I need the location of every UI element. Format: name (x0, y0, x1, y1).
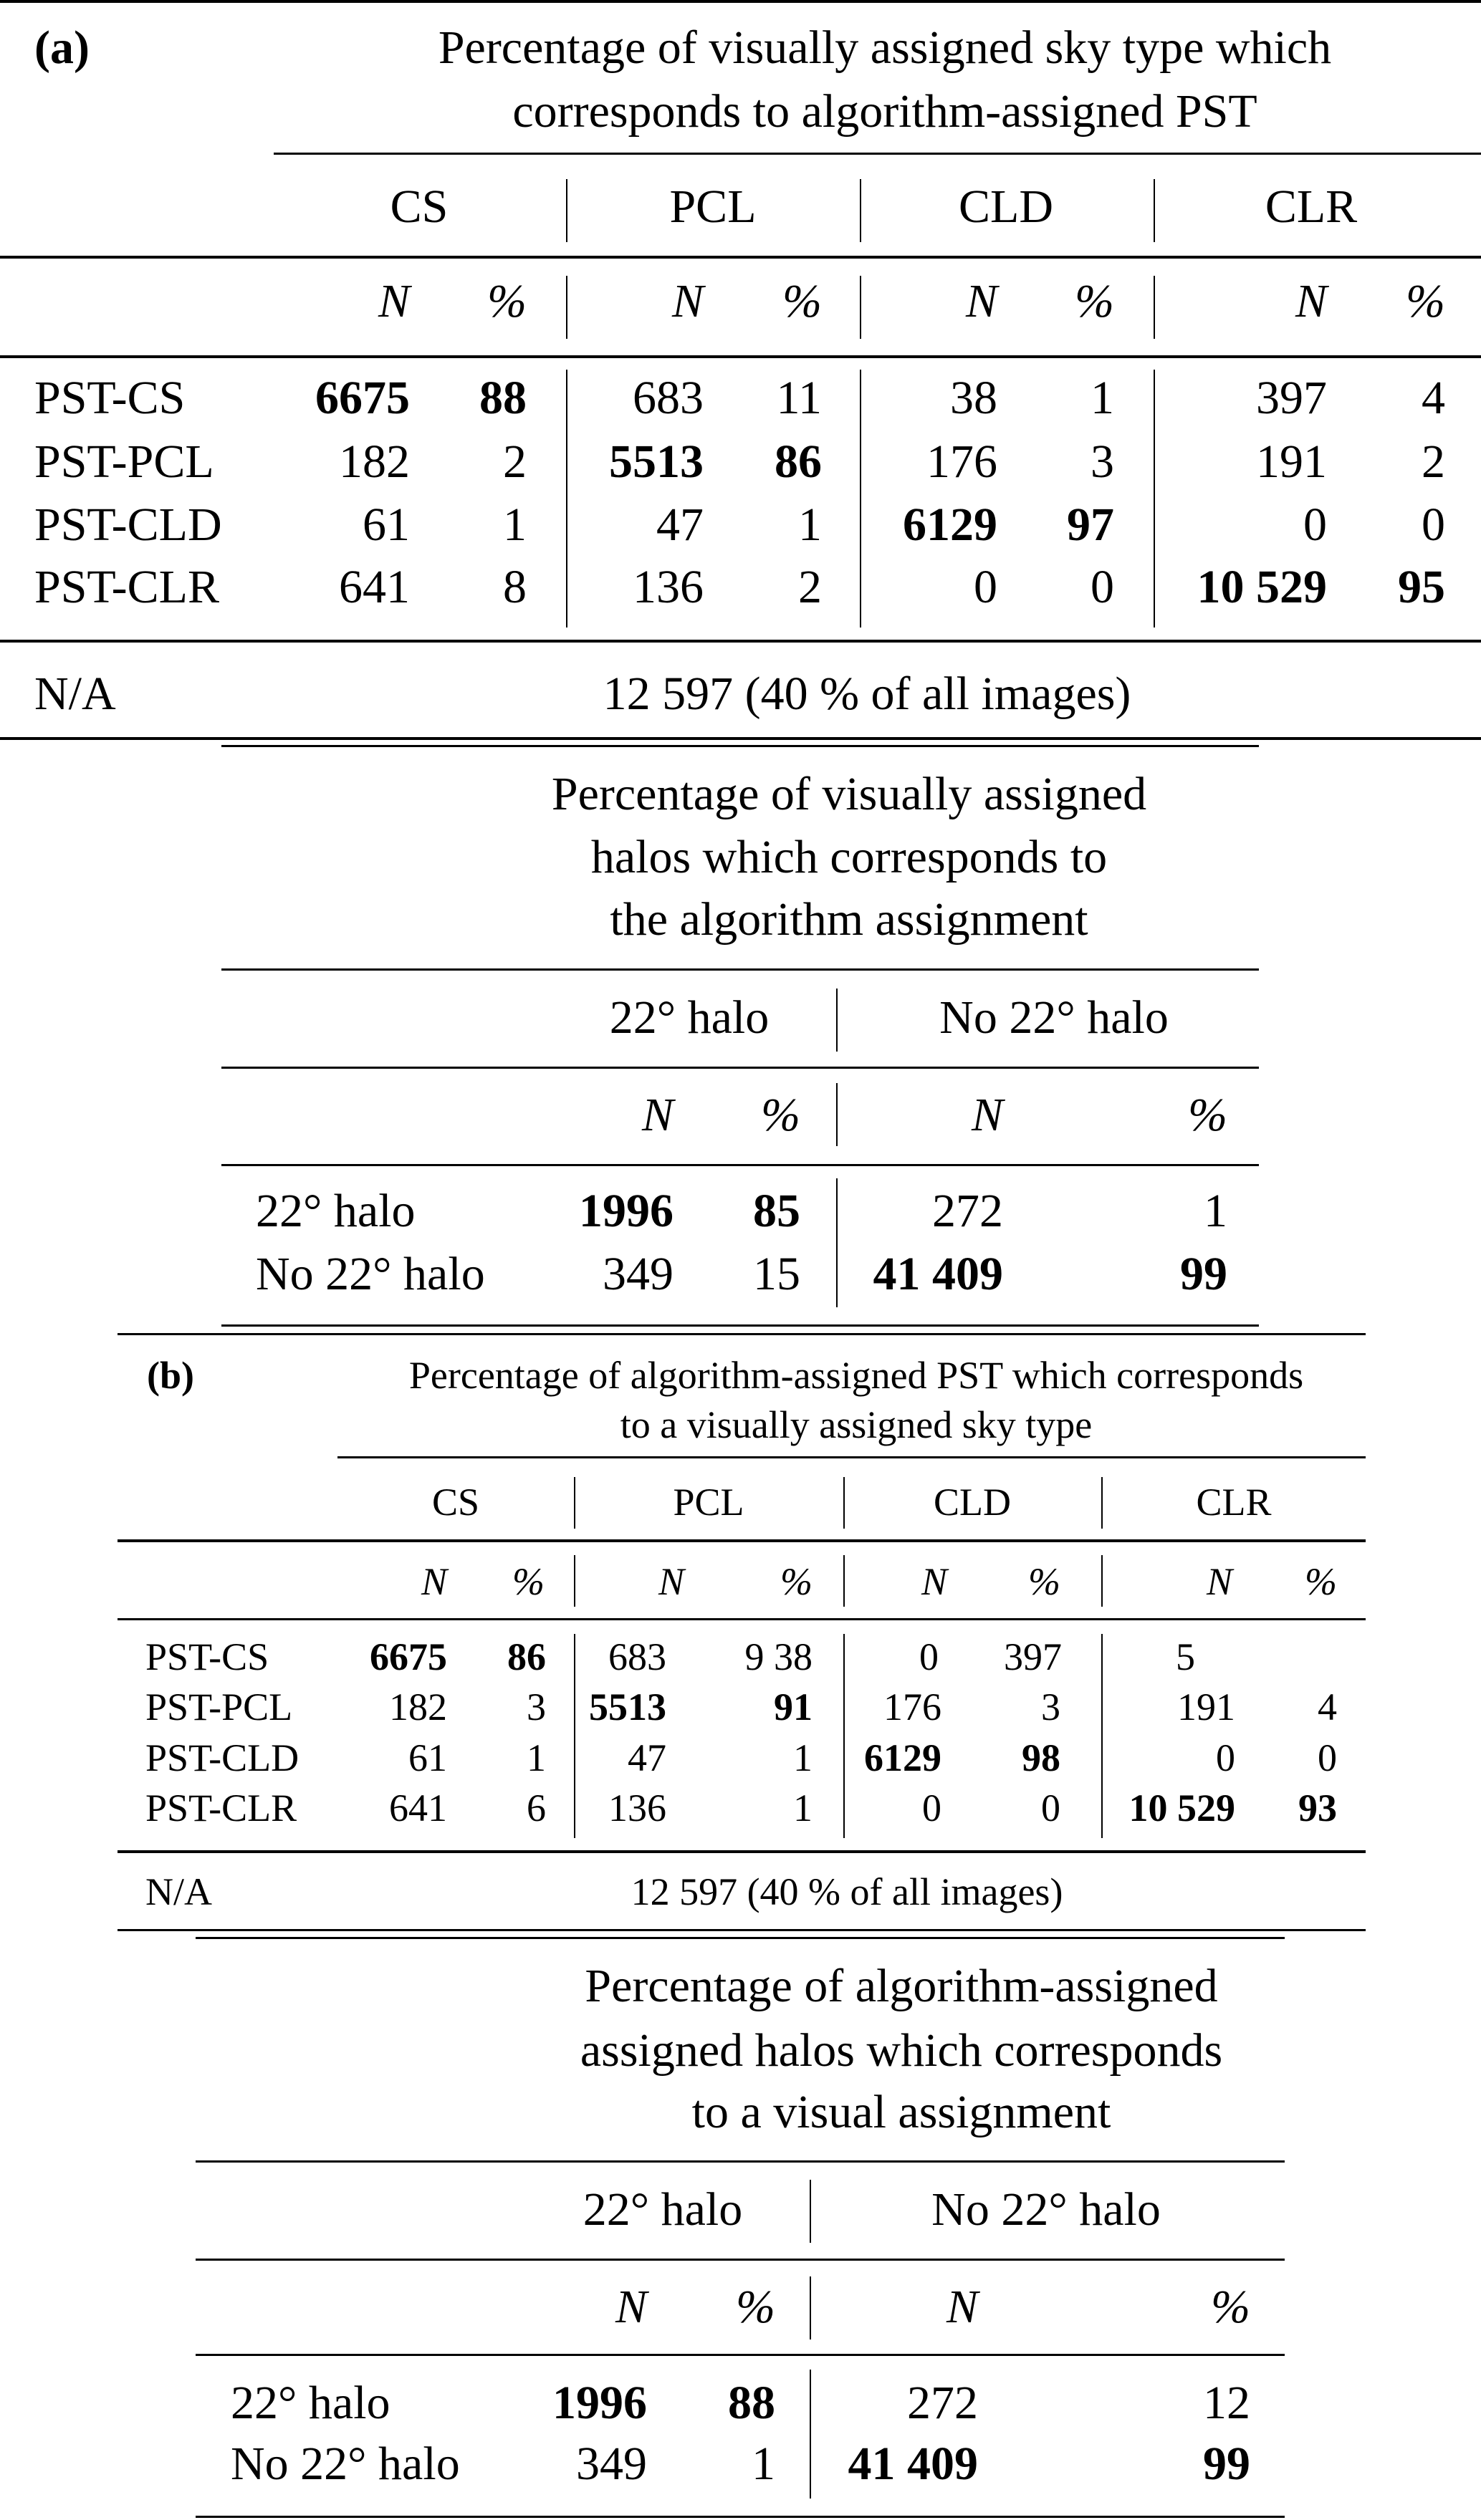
cell-count: 683 (633, 372, 704, 424)
halo-b-title-line-1: Percentage of algorithm-assigned (585, 1960, 1218, 2012)
cell-percent: 2 (798, 561, 822, 613)
sub-header-pct: % (1075, 275, 1114, 327)
halo-a-bottom-rule (221, 1324, 1259, 1327)
row-label: 22° halo (256, 1185, 416, 1237)
cell-count: 6675 (315, 372, 410, 424)
table-b-title-line-2: to a visually assigned sky type (620, 1403, 1093, 1446)
cell-percent: 1 (1204, 1185, 1227, 1237)
cell-count: 38 (950, 372, 997, 424)
cell-count: 683 (608, 1635, 666, 1678)
cell-percent: 0 (1422, 499, 1445, 551)
halo-a-title-rule (221, 968, 1259, 971)
cell-count: 272 (907, 2377, 978, 2429)
table-b-sep (843, 1555, 845, 1607)
cell-count: 191 (1256, 436, 1327, 488)
cell-count: 1996 (552, 2377, 647, 2429)
table-a-sep (1154, 370, 1155, 627)
cell-count: 182 (339, 436, 410, 488)
sub-header-n: N (421, 1560, 447, 1603)
table-a-top-rule (0, 0, 1481, 3)
cell-percent: 93 (1298, 1786, 1337, 1829)
cell-count: 5513 (589, 1685, 666, 1728)
halo-b-top-rule (196, 1937, 1285, 1939)
halo-b-sep (810, 2370, 811, 2499)
halo-a-header-rule (221, 1067, 1259, 1069)
halo-a-sub-n: N (641, 1089, 674, 1141)
cell-percent: 15 (753, 1248, 800, 1300)
halo-a-group-22: 22° halo (609, 991, 770, 1044)
table-a-title-line-2: corresponds to algorithm-assigned PST (512, 85, 1257, 138)
table-b-title-line-1: Percentage of algorithm-assigned PST which corresponds (408, 1354, 1304, 1397)
sub-header-pct: % (487, 275, 527, 327)
cell-count: 136 (633, 561, 704, 613)
table-b-title-rule (337, 1456, 1366, 1458)
table-b-sep (843, 1477, 845, 1529)
halo-a-sub-n: N (971, 1089, 1003, 1141)
table-b-sep (1101, 1477, 1103, 1529)
row-label: PST-CLD (145, 1736, 299, 1779)
cell-percent: 99 (1180, 1248, 1227, 1300)
table-b-sep (1101, 1634, 1103, 1838)
row-label: 22° halo (231, 2377, 390, 2429)
table-a-sep (860, 276, 861, 339)
cell-count: 349 (576, 2438, 647, 2490)
table-a-title-line-1: Percentage of visually assigned sky type which (438, 21, 1332, 74)
halo-b-sub-pct: % (1211, 2281, 1250, 2333)
cell-percent: 88 (479, 372, 527, 424)
row-label: No 22° halo (256, 1248, 485, 1300)
cell-count: 176 (883, 1685, 941, 1728)
halo-a-sep (836, 989, 838, 1052)
cell-percent: 3 (527, 1685, 546, 1728)
table-a-title-rule (274, 153, 1481, 155)
halo-b-group-no22: No 22° halo (931, 2183, 1161, 2236)
cell-count: 0 (922, 1786, 941, 1829)
table-b-group-cs: CS (431, 1481, 480, 1524)
cell-percent: 1 (793, 1736, 813, 1779)
panel-label-a: (a) (34, 21, 90, 74)
halo-a-sep (836, 1083, 838, 1146)
table-a-subheader-rule (0, 355, 1481, 358)
cell-percent: 1 (503, 499, 527, 551)
sub-header-pct: % (782, 275, 822, 327)
cell-count: 349 (603, 1248, 674, 1300)
table-a-sep (1154, 179, 1155, 242)
halo-a-title-line-1: Percentage of visually assigned (551, 768, 1147, 820)
cell-percent: 0 (1091, 561, 1114, 613)
cell-count: 6675 (370, 1635, 447, 1678)
table-a-header-rule (0, 256, 1481, 259)
halo-a-subheader-rule (221, 1164, 1259, 1166)
cell-percent: 11 (776, 372, 822, 424)
halo-a-sep (836, 1178, 838, 1307)
cell-percent: 86 (775, 436, 822, 488)
table-a-group-cld: CLD (959, 181, 1053, 233)
cell-percent: 12 (1203, 2377, 1250, 2429)
cell-percent: 3 (1091, 436, 1114, 488)
cell-percent: 91 (774, 1685, 813, 1728)
table-a-body-rule (0, 640, 1481, 643)
panel-label-b: (b) (147, 1354, 194, 1397)
table-a-group-cs: CS (390, 181, 449, 233)
cell-count: 0 (919, 1635, 939, 1678)
table-b-na-value: 12 597 (40 % of all images) (631, 1870, 1063, 1913)
halo-b-sep (810, 2276, 811, 2339)
cell-count: 47 (656, 499, 704, 551)
cell-count: 10 529 (1197, 561, 1327, 613)
row-label: PST-CS (145, 1635, 269, 1678)
table-a-sep (1154, 276, 1155, 339)
cell-count: 397 (1256, 372, 1327, 424)
cell-percent: 397 (1004, 1635, 1062, 1678)
cell-percent: 2 (503, 436, 527, 488)
sub-header-n: N (921, 1560, 947, 1603)
row-label: PST-PCL (145, 1685, 293, 1728)
halo-a-group-no22: No 22° halo (939, 991, 1169, 1044)
cell-percent: 86 (507, 1635, 546, 1678)
cell-percent: 95 (1398, 561, 1445, 613)
cell-percent: 1 (527, 1736, 546, 1779)
table-b-group-clr: CLR (1196, 1481, 1272, 1524)
cell-percent: 1 (798, 499, 822, 551)
cell-count: 41 409 (873, 1248, 1003, 1300)
halo-a-top-rule (221, 745, 1259, 747)
cell-percent: 3 (1041, 1685, 1060, 1728)
halo-b-title-line-2: assigned halos which corresponds (580, 2024, 1223, 2077)
halo-b-sep (810, 2180, 811, 2243)
table-a-na-value: 12 597 (40 % of all images) (603, 668, 1131, 720)
table-b-sep (574, 1634, 575, 1838)
cell-percent: 1 (752, 2438, 775, 2490)
row-label: PST-CLR (34, 561, 220, 613)
cell-percent: 1 (793, 1786, 813, 1829)
table-b-group-pcl: PCL (673, 1481, 744, 1524)
halo-a-sub-pct: % (761, 1089, 800, 1141)
halo-b-title-rule (196, 2160, 1285, 2163)
cell-count: 191 (1177, 1685, 1235, 1728)
table-b-subheader-rule (118, 1618, 1366, 1620)
table-a-sep (566, 276, 567, 339)
cell-percent: 6 (527, 1786, 546, 1829)
cell-percent: 4 (1422, 372, 1445, 424)
cell-count: 176 (926, 436, 997, 488)
cell-count: 182 (389, 1685, 447, 1728)
cell-count: 47 (628, 1736, 666, 1779)
halo-a-title-line-2: halos which corresponds to (590, 831, 1108, 883)
cell-percent: 88 (728, 2377, 775, 2429)
cell-percent: 85 (753, 1185, 800, 1237)
cell-percent: 8 (503, 561, 527, 613)
table-b-group-cld: CLD (934, 1481, 1011, 1524)
sub-header-pct: % (1406, 275, 1445, 327)
table-a-sep (860, 370, 861, 627)
sub-header-n: N (1206, 1560, 1232, 1603)
cell-percent: 9 38 (744, 1635, 813, 1678)
halo-b-sub-n: N (615, 2281, 647, 2333)
row-label: PST-CLR (145, 1786, 297, 1829)
table-b-sep (843, 1634, 845, 1838)
table-a-sep (566, 370, 567, 627)
halo-b-sub-n: N (946, 2281, 978, 2333)
cell-count: 10 529 (1128, 1786, 1235, 1829)
row-label: PST-CS (34, 372, 186, 424)
table-a-bottom-rule (0, 737, 1481, 740)
cell-count: 6129 (903, 499, 997, 551)
cell-percent: 99 (1203, 2438, 1250, 2490)
cell-count: 272 (932, 1185, 1003, 1237)
cell-percent: 0 (1041, 1786, 1060, 1829)
cell-count: 6129 (864, 1736, 941, 1779)
cell-percent: 0 (1318, 1736, 1337, 1779)
table-a-group-clr: CLR (1265, 181, 1358, 233)
cell-count: 0 (974, 561, 997, 613)
cell-percent: 97 (1067, 499, 1114, 551)
row-label: No 22° halo (231, 2438, 460, 2490)
table-b-top-rule (118, 1333, 1366, 1335)
sub-header-n: N (378, 275, 410, 327)
table-b-sep (1101, 1555, 1103, 1607)
table-a-group-pcl: PCL (669, 181, 757, 233)
sub-header-pct: % (512, 1560, 545, 1603)
halo-a-sub-pct: % (1188, 1089, 1227, 1141)
table-b-sep (574, 1477, 575, 1529)
cell-count: 641 (389, 1786, 447, 1829)
cell-count: 41 409 (848, 2438, 978, 2490)
halo-b-subheader-rule (196, 2354, 1285, 2356)
halo-b-group-22: 22° halo (583, 2183, 743, 2236)
sub-header-n: N (658, 1560, 684, 1603)
sub-header-pct: % (1305, 1560, 1337, 1603)
table-a-sep (566, 179, 567, 242)
sub-header-pct: % (1028, 1560, 1060, 1603)
cell-percent: 2 (1422, 436, 1445, 488)
cell-count: 61 (408, 1736, 447, 1779)
sub-header-n: N (965, 275, 997, 327)
halo-b-title-line-3: to a visual assignment (691, 2086, 1111, 2138)
cell-count: 61 (363, 499, 410, 551)
cell-percent: 1 (1091, 372, 1114, 424)
sub-header-n: N (1295, 275, 1327, 327)
row-label: PST-CLD (34, 499, 222, 551)
table-b-bottom-rule (118, 1929, 1366, 1931)
sub-header-n: N (671, 275, 704, 327)
cell-count: 0 (1216, 1736, 1235, 1779)
halo-b-header-rule (196, 2259, 1285, 2261)
cell-count: 0 (1303, 499, 1327, 551)
cell-percent: 4 (1318, 1685, 1337, 1728)
row-label: PST-PCL (34, 436, 214, 488)
halo-a-title-line-3: the algorithm assignment (610, 893, 1088, 946)
table-a-na-label: N/A (34, 668, 116, 720)
table-b-header-rule (118, 1539, 1366, 1542)
sub-header-pct: % (780, 1560, 813, 1603)
cell-count: 1996 (579, 1185, 674, 1237)
table-b-na-label: N/A (145, 1870, 212, 1913)
cell-count: 641 (339, 561, 410, 613)
halo-b-sub-pct: % (736, 2281, 775, 2333)
table-b-sep (574, 1555, 575, 1607)
table-b-body-rule (118, 1850, 1366, 1853)
cell-count: 5513 (609, 436, 704, 488)
cell-percent: 98 (1022, 1736, 1060, 1779)
table-a-sep (860, 179, 861, 242)
halo-b-bottom-rule (196, 2516, 1285, 2518)
cell-count: 5 (1176, 1635, 1195, 1678)
cell-count: 136 (608, 1786, 666, 1829)
